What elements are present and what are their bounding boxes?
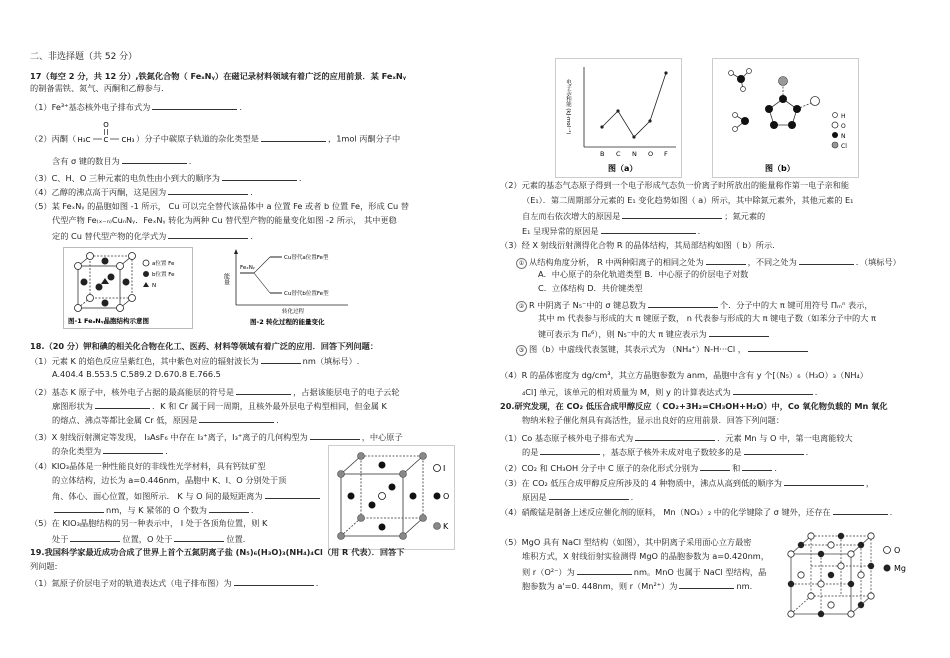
q20-3a: （3）在 CO₂ 低压合成甲醇反应所涉及的 4 种物质中，沸点从高到低的顺序为 ， [500,478,875,488]
fig-a-cat-n: N [632,150,637,158]
q17-2b: 含有 σ 键的数目为 . [52,156,192,166]
mgo-legend-o: O [894,546,901,555]
answer-blank[interactable] [174,532,224,542]
q19-1: （1）氮原子价层电子对的轨道表达式（电子排布图）为 . [30,578,319,588]
q17-1: （1）Fe³⁺基态核外电子排布式为 . [30,102,242,112]
fig-b-legend-o: O [841,123,846,130]
q18-1: （1）元素 K 的焰色反应呈紫红色，其中紫色对应的辐射波长为 nm（填标号）. [30,356,360,366]
q18-4b: 的立体结构，边长为 a=0.446nm，晶胞中 K、I、O 分别处于顶 [52,475,287,485]
fig-a-cat-f: F [664,150,668,158]
answer-blank[interactable] [222,171,297,181]
kio3-crystal-cell [328,445,455,550]
answer-blank[interactable] [784,476,864,486]
q19-3-2c: 键可表示为 Π₆⁶），则 N₅⁻中的大 π 键应表示为 [538,327,771,340]
q19-2d: E₁ 呈现异常的原因是 . [522,226,701,236]
q19-3-stem: （3）经 X 射线衍射测得化合物 R 的晶体结构，其局部结构如图（ b）所示. [500,240,775,250]
q19-stem-2: 列问题: [30,561,58,571]
acetone-c: C [103,136,109,144]
fig-a-svg [556,59,681,177]
q17-4: （4）乙醇的沸点高于丙酮，这是因为 . [30,187,253,197]
acetone-o: O [103,121,109,129]
q17-stem-1: 17（每空 2 分，共 12 分）,铁氮化合物（ FeₓNᵧ）在磁记录材料领域有着广泛的应用前景．某 FeₓNᵧ [30,71,407,81]
answer-blank[interactable] [748,342,808,352]
q17-5c: 定的 Cu 替代型产物的化学式为 . [52,231,253,241]
answer-blank[interactable] [679,579,734,589]
section-title: 二、非选择题（共 52 分） [30,52,138,62]
fig-b-legend-cl: Cl [841,143,847,150]
q19-2b: （E₁）．第二周期部分元素的 E₁ 变化趋势如图（ a）所示，其中除氮元素外，其他元素的 E₁ [522,195,854,205]
q19-4a: （4）R 的晶体密度为 dg/cm³，其立方晶胞参数为 anm，晶胞中含有 y 个[（N₅）₆（H₃O）₃（NH₄） [500,370,868,380]
answer-blank[interactable] [168,185,248,195]
answer-blank[interactable] [833,505,888,515]
right-column [500,0,940,658]
q19-2a: （2）元素的基态气态原子得到一个电子形成气态负一价离子时所放出的能量称作第一电子亲和能 [500,180,850,190]
fig-b-structure [712,58,859,178]
answer-blank[interactable] [265,489,320,499]
kio3-legend-k: K [443,522,449,531]
answer-blank[interactable] [261,132,326,142]
answer-blank[interactable] [799,255,854,265]
answer-blank[interactable] [261,354,301,364]
fig1-legend-b: b位置 Fe [152,272,175,278]
circle-mark-1: ① [516,258,527,269]
fig2-caption: 图-2 转化过程的能量变化 [250,318,325,326]
answer-blank[interactable] [601,224,696,234]
fig2-svg [220,247,380,327]
answer-blank[interactable] [95,399,150,409]
fig-b-caption: 图（b） [765,164,795,173]
q20-stem: 20.研究发现，在 CO₂ 低压合成甲醇反应（ CO₂+3H₂=CH₃OH+H₂O）中，Co 氧化物负载的 Mn 氧化 [500,401,888,411]
fig1-svg [64,248,192,328]
fig2-xlabel: 转化过程 [282,309,305,315]
fig1-legend-n: N [152,283,157,289]
kio3-legend-i: I [443,464,446,473]
answer-blank[interactable] [635,431,715,441]
q19-3-1: ① 从结构角度分析， R 中两种阳离子的相同之处为 ，不同之处为 ．（填标号） [516,255,901,269]
q19-4b: ₄Cl] 单元，该单元的相对质量为 M，则 y 的计算表达式为 . [522,387,818,397]
answer-blank[interactable] [103,444,163,454]
answer-blank[interactable] [70,532,120,542]
answer-blank[interactable] [700,461,730,471]
q20-3b: 原因是 . [522,492,634,502]
answer-blank[interactable] [742,461,772,471]
q19-3-options-ab: A．中心原子的杂化轨道类型 B．中心原子的价层电子对数 [538,269,749,279]
fig-a-ylabel: 电子亲和能 (kJ·mol⁻¹) [565,79,571,135]
answer-blank[interactable] [733,385,813,395]
q20-5d: 胞参数为 a'=0. 448nm，则 r（Mn²⁺）为 nm. [522,581,753,591]
answer-blank[interactable] [152,100,237,110]
q18-5a: （5）在 KIO₃晶胞结构的另一种表示中， I 处于各顶角位置，则 K [30,518,268,528]
fig-a-cat-o: O [648,150,654,158]
mgo-svg [783,528,923,623]
answer-blank[interactable] [234,576,314,586]
answer-blank[interactable] [648,298,718,308]
q19-stem: 19.我国科学家最近成功合成了世界上首个五氮阴离子盐 (N₅)₆(H₃O)₃(NH₄)₄Cl（用 R 代表）．回答下 [30,547,405,557]
answer-blank[interactable] [54,503,104,513]
acetone-left: H₃C [77,136,91,144]
q19-3-2: ② R 中阴离子 N₅⁻中的 σ 键总数为 个．分子中的大 π 键可用符号 Πₘⁿ 表示， [516,298,873,312]
fig1-crystal-cell [63,247,193,329]
q19-3-3: ③ 图（b）中虚线代表氢键，其表示式为 （NH₄⁺）N-H···Cl ， [516,342,810,356]
q17-5b: 代型产物 Fe₍ₓ₋ₙ₎CuₙNᵧ．FeₓNᵧ 转化为两种 Cu 替代型产物的能量变化如图 -2 所示， 其中更稳 [52,215,397,225]
answer-blank[interactable] [549,490,629,500]
q20-5c: 则 r（O²⁻）为 nm。MnO 也属于 NaCl 型结构，晶 [522,567,767,577]
fig-a-chart [555,58,682,178]
acetone-right: CH₃ [121,136,135,144]
acetone-structure [76,121,136,148]
q20-5b: 堆积方式，X 射线衍射实验测得 MgO 的晶胞参数为 a=0.420nm， [522,551,769,561]
q19-2c: 自左而右依次增大的原因是 ；氮元素的 [522,211,766,221]
q17-3: （3）C、H、O 三种元素的电负性由小到大的顺序为 . [30,173,302,183]
q18-2b: 廓图形状为 ．K 和 Cr 属于同一周期，且核外最外层电子构型相同，但金属 K [52,401,387,411]
fig2-energy-diagram [220,247,380,327]
answer-blank[interactable] [540,445,600,455]
fig-b-legend-n: N [841,133,846,140]
answer-blank[interactable] [709,327,769,337]
q18-4a: （4）KIO₃晶体是一种性能良好的非线性光学材料，具有钙钛矿型 [30,461,266,471]
fig-a-caption: 图（a） [608,164,638,173]
q17-5a: （5）某 FeₓNᵧ 的晶胞如图 -1 所示， Cu 可以完全替代该晶体中 a 位置 Fe 或者 b 位置 Fe，形成 Cu 替 [30,201,409,211]
answer-blank[interactable] [209,503,249,513]
answer-blank[interactable] [122,154,187,164]
mgo-crystal-cell [783,528,923,623]
q18-5b: 处于 位置，O 处于 位置. [52,534,246,544]
q20-stem-2: 物纳米粒子催化剂具有高活性，显示出良好的应用前景．回答下列问题： [522,415,785,425]
fig2-mid-label: FeₓNᵧ [240,265,255,271]
fig2-low-label: Cu替代b位置Fe型 [284,291,329,297]
q18-3a: （3）X 射线衍射测定等发现， I₃AsF₆ 中存在 I₃⁺离子，I₃⁺离子的几何构型为 ，中心原子 [30,432,403,442]
answer-blank[interactable] [622,209,722,219]
q20-2: （2）CO₂ 和 CH₃OH 分子中 C 原子的杂化形式分别为 和 . [500,463,777,473]
answer-blank[interactable] [168,229,248,239]
kio3-svg [329,446,454,549]
fig1-legend-a: a位置 Fe [152,261,175,267]
answer-blank[interactable] [706,255,746,265]
left-column [30,0,470,658]
fig-a-cat-b: B [600,150,605,158]
q18-1-options: A.404.4 B.553.5 C.589.2 D.670.8 E.766.5 [52,369,221,379]
q18-3b: 的杂化类型为 . [52,446,168,456]
q20-5a: （5）MgO 具有 NaCl 型结构（如图），其中阴离子采用面心立方最密 [500,537,752,547]
fig-b-svg [713,59,858,177]
answer-blank[interactable] [199,413,274,423]
q19-3-options-cd: C．立体结构 D．共价键类型 [538,283,643,293]
fig2-top-label: Cu替代a位置Fe型 [284,255,329,261]
fig2-ylabel: 能量 [222,273,230,285]
answer-blank[interactable] [577,565,632,575]
circle-mark-2: ② [516,301,527,312]
q19-3-2b: 其中 m 代表参与形成的大 π 键原子数， n 代表参与形成的大 π 键电子数（如苯分子中的大 π [538,313,876,323]
fig-a-cat-c: C [616,150,621,158]
q17-2: （2）丙酮（ O H₃C C CH₃ ）分子中碳原子轨道的杂化类型是 ，1mol 丙酮分子中 [30,130,400,148]
circle-mark-3: ③ [516,345,527,356]
q20-4: （4）硝酸锰是制备上述反应催化剂的原料， Mn（NO₃）₂ 中的化学键除了 σ 键外，还存在 . [500,507,893,517]
q20-1a: （1）Co 基态原子核外电子排布式为 ．元素 Mn 与 O 中，第一电离能较大 [500,433,853,443]
fig1-caption: 图-1 FeₓNᵧ晶胞结构示意图 [68,317,149,325]
q18-4c: 角、体心、面心位置，如图所示． K 与 O 间的最短距离为 [52,489,322,502]
answer-blank[interactable] [744,445,804,455]
mgo-legend-mg: Mg [894,564,906,573]
answer-blank[interactable] [310,430,360,440]
q18-stem: 18.（20 分）钾和碘的相关化合物在化工、医药、材料等领域有着广泛的应用．回答下列问题： [30,341,379,351]
q18-2c: 的熔点、沸点等都比金属 Cr 低，原因是 . [52,415,279,425]
answer-blank[interactable] [236,385,291,395]
fig-b-legend-h: H [841,113,846,120]
q18-2a: （2）基态 K 原子中，核外电子占据的最高能层的符号是 ，占据该能层电子的电子云轮 [30,387,400,397]
q20-1b: 的是 ，基态原子核外未成对电子数较多的是 . [522,447,809,457]
kio3-legend-o: O [443,492,450,501]
q18-4d: nm，与 K 紧邻的 O 个数为 . [52,503,254,516]
q17-stem-2: 的制备需铁、氮气、丙酮和乙醇参与. [30,83,164,93]
